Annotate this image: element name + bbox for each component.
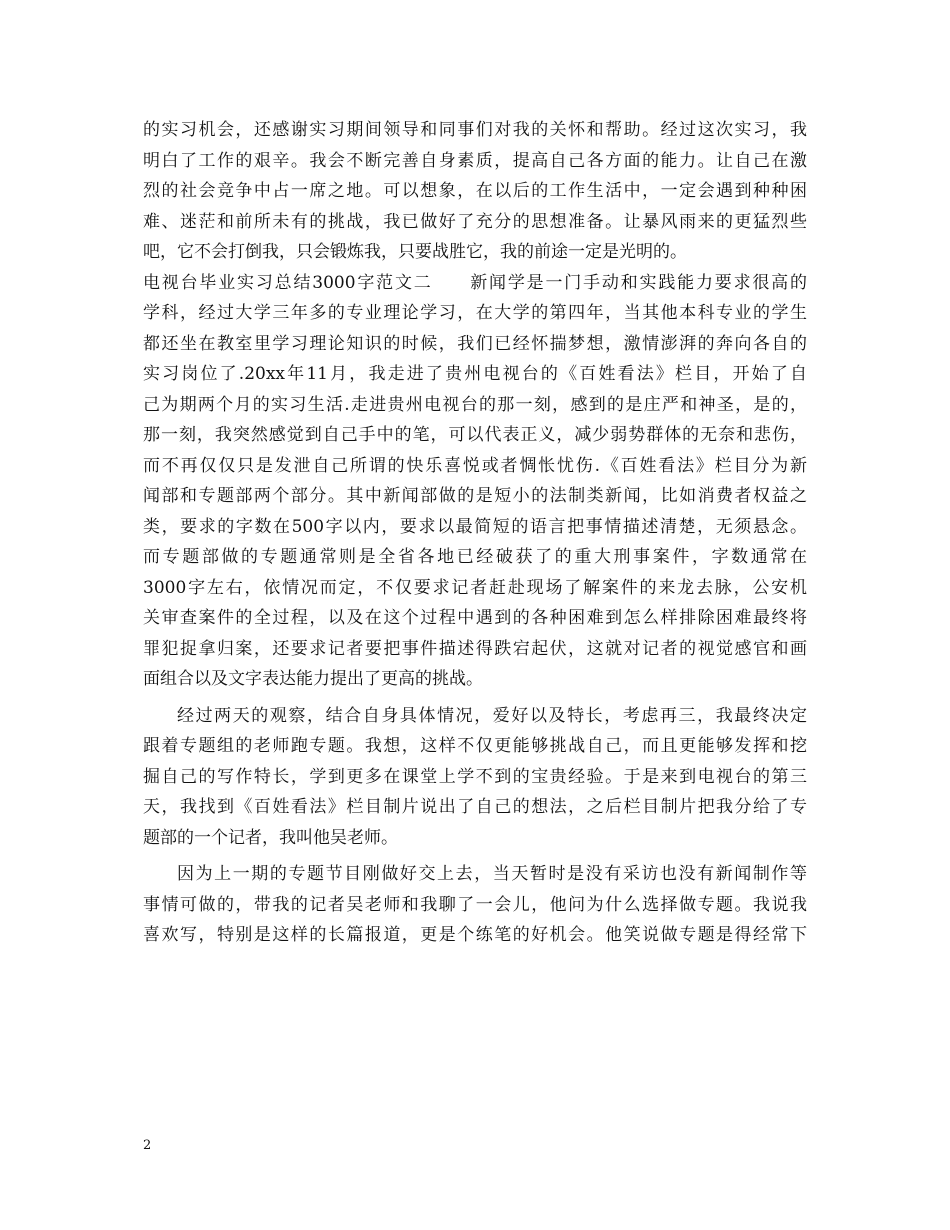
text-line: 因为上一期的专题节目刚做好交上去，当天暂时是没有采访也没有新闻制作等 bbox=[177, 864, 807, 884]
text-line: 而不再仅仅只是发泄自己所谓的快乐喜悦或者惆怅忧伤.《百姓看法》栏目分为新 bbox=[143, 455, 807, 476]
text-line: 都还坐在教室里学习理论知识的时候，我们已经怀揣梦想，激情澎湃的奔向各自的 bbox=[143, 333, 807, 354]
text-line: 面组合以及文字表达能力提出了更高的挑战。 bbox=[143, 669, 483, 689]
text-line: 题部的一个记者，我叫他吴老师。 bbox=[143, 827, 398, 848]
text-line: 明白了工作的艰辛。我会不断完善自身素质，提高自己各方面的能力。让自己在激 bbox=[143, 150, 807, 171]
text-line: 跟着专题组的老师跑专题。我想，这样不仅更能够挑战自己，而且更能够发挥和挖 bbox=[143, 736, 807, 756]
text-line: 那一刻，我突然感觉到自己手中的笔，可以代表正义，减少弱势群体的无奈和悲伤， bbox=[143, 425, 807, 445]
text-line: 3000字左右，依情况而定，不仅要求记者赶赴现场了解案件的来龙去脉，公安机 bbox=[143, 577, 807, 598]
text-line: 喜欢写，特别是这样的长篇报道，更是个练笔的好机会。他笑说做专题是得经常下 bbox=[143, 925, 807, 945]
text-line: 罪犯捉拿归案，还要求记者要把事件描述得跌宕起伏，这就对记者的视觉感官和画 bbox=[143, 638, 807, 659]
paragraph-sample-two bbox=[143, 268, 807, 695]
text-line: 类，要求的字数在500字以内，要求以最简短的语言把事情描述清楚，无须悬念。 bbox=[143, 516, 807, 537]
paragraph-first-day bbox=[143, 859, 807, 951]
text-line: 的实习机会，还感谢实习期间领导和同事们对我的关怀和帮助。经过这次实习，我 bbox=[143, 120, 807, 140]
text-line: 天，我找到《百姓看法》栏目制片说出了自己的想法，之后栏目制片把我分给了专 bbox=[143, 797, 807, 817]
text-line: 掘自己的写作特长，学到更多在课堂上学不到的宝贵经验。于是来到电视台的第三 bbox=[143, 766, 807, 787]
text-line: 难、迷茫和前所未有的挑战，我已做好了充分的思想准备。让暴风雨来的更猛烈些 bbox=[143, 211, 807, 232]
text-line: 学科，经过大学三年多的专业理论学习，在大学的第四年，当其他本科专业的学生 bbox=[143, 303, 807, 323]
text-line: 而专题部做的专题通常则是全省各地已经破获了的重大刑事案件，字数通常在 bbox=[143, 547, 807, 567]
paragraph-observation bbox=[143, 701, 807, 854]
document-body bbox=[143, 115, 807, 951]
text-line: 己为期两个月的实习生活.走进贵州电视台的那一刻，感到的是庄严和神圣，是的， bbox=[143, 394, 807, 415]
text-line: 烈的社会竞争中占一席之地。可以想象，在以后的工作生活中，一定会遇到种种困 bbox=[143, 181, 807, 201]
text-line: 关审查案件的全过程，以及在这个过程中遇到的各种困难到怎么样排除困难最终将 bbox=[143, 608, 807, 628]
text-line: 电视台毕业实习总结3000字范文二 新闻学是一门手动和实践能力要求很高的 bbox=[143, 272, 807, 293]
text-line: 闻部和专题部两个部分。其中新闻部做的是短小的法制类新闻，比如消费者权益之 bbox=[143, 486, 807, 506]
text-line: 经过两天的观察，结合自身具体情况，爱好以及特长，考虑再三，我最终决定 bbox=[177, 705, 807, 726]
page-number: 2 bbox=[143, 1138, 152, 1153]
text-line: 事情可做的，带我的记者吴老师和我聊了一会儿，他问为什么选择做专题。我说我 bbox=[143, 894, 807, 915]
text-line: 实习岗位了.20xx年11月，我走进了贵州电视台的《百姓看法》栏目，开始了自 bbox=[143, 364, 807, 384]
paragraph-conclusion bbox=[143, 115, 807, 268]
text-line: 吧，它不会打倒我，只会锻炼我，只要战胜它，我的前途一定是光明的。 bbox=[143, 242, 687, 262]
